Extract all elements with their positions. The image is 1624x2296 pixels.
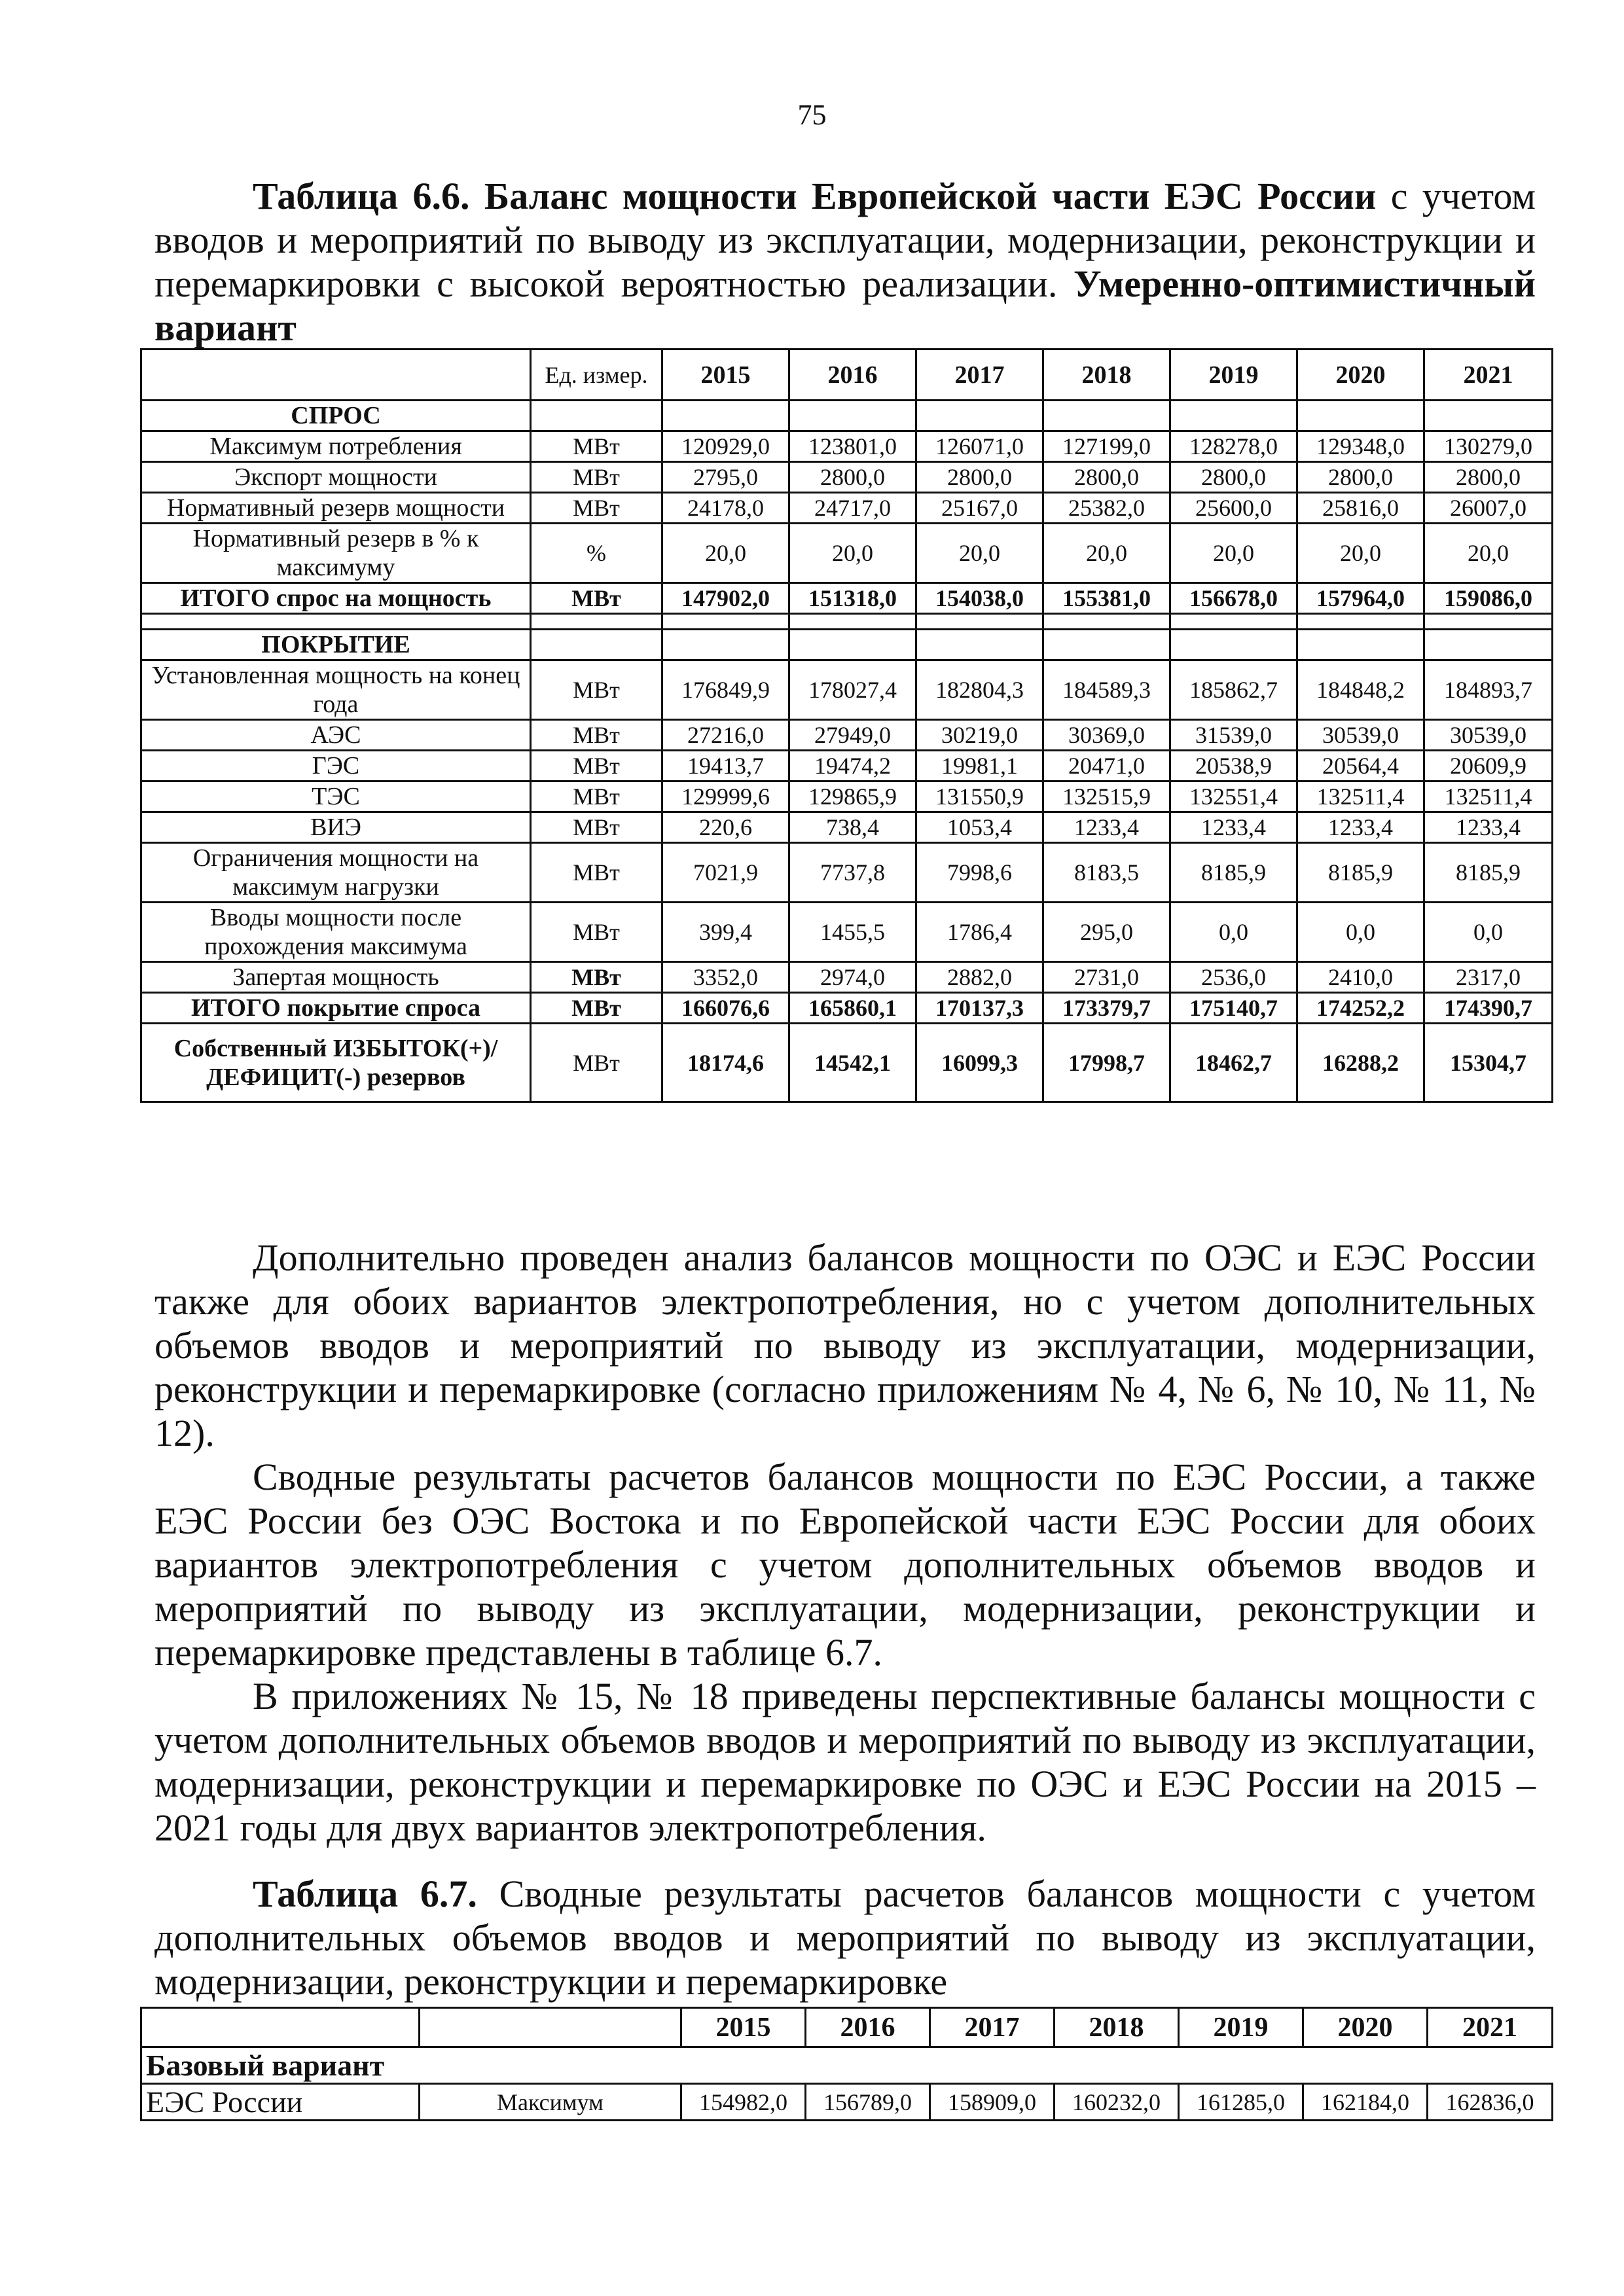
row-label: Вводы мощности после прохождения максимума (141, 903, 531, 962)
unit-cell: МВт (531, 903, 662, 962)
year-header: 2017 (930, 2008, 1055, 2047)
value-cell: 184893,7 (1424, 660, 1553, 720)
value-cell: 127199,0 (1043, 431, 1170, 462)
year-header: 2020 (1303, 2008, 1428, 2047)
row-label: Ограничения мощности на максимум нагрузки (141, 843, 531, 903)
value-cell: 8185,9 (1424, 843, 1553, 903)
table-row (141, 431, 1553, 462)
value-cell: 30219,0 (916, 720, 1043, 751)
value-cell: 166076,6 (662, 993, 789, 1024)
year-header: 2019 (1170, 350, 1297, 401)
value-cell: 160232,0 (1055, 2084, 1179, 2121)
unit-cell: % (531, 524, 662, 583)
value-cell: 30539,0 (1297, 720, 1424, 751)
value-cell: 1455,5 (789, 903, 916, 962)
row-label: АЭС (141, 720, 531, 751)
table-row (141, 962, 1553, 993)
value-cell: 7998,6 (916, 843, 1043, 903)
value-cell: 154982,0 (681, 2084, 806, 2121)
value-cell: 20,0 (1043, 524, 1170, 583)
unit-cell: МВт (531, 462, 662, 493)
value-cell (1297, 614, 1424, 630)
value-cell: 184848,2 (1297, 660, 1424, 720)
year-header: 2020 (1297, 350, 1424, 401)
value-cell (1424, 401, 1553, 431)
section-row (141, 401, 1553, 431)
value-cell: 2731,0 (1043, 962, 1170, 993)
value-cell (662, 630, 789, 660)
value-cell: 25382,0 (1043, 493, 1170, 524)
value-cell: 25167,0 (916, 493, 1043, 524)
value-cell: 19981,1 (916, 751, 1043, 781)
value-cell: 20,0 (1170, 524, 1297, 583)
value-cell: 399,4 (662, 903, 789, 962)
value-cell: 30539,0 (1424, 720, 1553, 751)
table-row (141, 781, 1553, 812)
unit-cell (531, 401, 662, 431)
year-header: 2021 (1424, 350, 1553, 401)
unit-cell (531, 614, 662, 630)
value-cell: 2800,0 (1424, 462, 1553, 493)
row-label: СПРОС (141, 401, 531, 431)
value-cell (662, 401, 789, 431)
year-header: 2015 (681, 2008, 806, 2047)
value-cell: 2800,0 (1043, 462, 1170, 493)
header-cell (141, 350, 531, 401)
value-cell: 123801,0 (789, 431, 916, 462)
table-row (141, 720, 1553, 751)
value-cell: 220,6 (662, 812, 789, 843)
value-cell (1424, 614, 1553, 630)
year-header: 2018 (1055, 2008, 1179, 2047)
value-cell: 295,0 (1043, 903, 1170, 962)
caption-title: Таблица 6.6. Баланс мощности Европейской части ЕЭС России (253, 175, 1377, 217)
paragraph-3: В приложениях № 15, № 18 приведены перспективные балансы мощности с учетом дополнительных объемов вводов и мероприятий по выводу из эксплуатации, модернизации, реконструкции и перемаркировке по ОЭС и ЕЭС России на 2015 – 2021 годы для двух вариантов электропотребления. (154, 1675, 1536, 1849)
value-cell: 129999,6 (662, 781, 789, 812)
table-6-7-caption (154, 1872, 1536, 2003)
value-cell: 0,0 (1170, 903, 1297, 962)
value-cell: 19474,2 (789, 751, 916, 781)
value-cell: 170137,3 (916, 993, 1043, 1024)
value-cell (789, 401, 916, 431)
unit-header: Ед. измер. (531, 350, 662, 401)
value-cell: 129348,0 (1297, 431, 1424, 462)
value-cell: 2800,0 (1170, 462, 1297, 493)
value-cell: 174252,2 (1297, 993, 1424, 1024)
value-cell: 176849,9 (662, 660, 789, 720)
unit-cell: МВт (531, 993, 662, 1024)
value-cell (1297, 401, 1424, 431)
row-label: Запертая мощность (141, 962, 531, 993)
caption-text: Сводные результаты расчетов балансов мощности с учетом дополнительных объемов вводов и мероприятий по выводу из эксплуатации, модернизации, реконструкции и перемаркировке (154, 1873, 1536, 2003)
summary-table (140, 2007, 1553, 2121)
value-cell: 185862,7 (1170, 660, 1297, 720)
table-row (141, 1024, 1553, 1102)
value-cell: 2800,0 (916, 462, 1043, 493)
value-cell: 17998,7 (1043, 1024, 1170, 1102)
row-label: Нормативный резерв в % к максимуму (141, 524, 531, 583)
year-header: 2018 (1043, 350, 1170, 401)
value-cell (916, 401, 1043, 431)
value-cell: 738,4 (789, 812, 916, 843)
value-cell: 1233,4 (1424, 812, 1553, 843)
value-cell: 30369,0 (1043, 720, 1170, 751)
unit-cell (531, 630, 662, 660)
table-row (141, 660, 1553, 720)
value-cell: 161285,0 (1179, 2084, 1303, 2121)
table-row (141, 903, 1553, 962)
row-label: ВИЭ (141, 812, 531, 843)
unit-cell: МВт (531, 720, 662, 751)
value-cell: 25600,0 (1170, 493, 1297, 524)
table-row (141, 751, 1553, 781)
value-cell: 20,0 (789, 524, 916, 583)
unit-cell: МВт (531, 583, 662, 614)
value-cell: 2800,0 (1297, 462, 1424, 493)
row-label: Собственный ИЗБЫТОК(+)/ДЕФИЦИТ(-) резервов (141, 1024, 531, 1102)
row-label: ТЭС (141, 781, 531, 812)
value-cell: 173379,7 (1043, 993, 1170, 1024)
metric-cell: Максимум (420, 2084, 681, 2121)
value-cell: 2795,0 (662, 462, 789, 493)
value-cell: 3352,0 (662, 962, 789, 993)
value-cell: 0,0 (1297, 903, 1424, 962)
value-cell: 1233,4 (1297, 812, 1424, 843)
value-cell: 19413,7 (662, 751, 789, 781)
year-header: 2016 (789, 350, 916, 401)
value-cell (789, 614, 916, 630)
value-cell: 25816,0 (1297, 493, 1424, 524)
table-row (141, 462, 1553, 493)
unit-cell: МВт (531, 1024, 662, 1102)
table-row (141, 524, 1553, 583)
value-cell: 156789,0 (806, 2084, 930, 2121)
value-cell: 126071,0 (916, 431, 1043, 462)
value-cell (1043, 630, 1170, 660)
value-cell: 175140,7 (1170, 993, 1297, 1024)
paragraph-2: Сводные результаты расчетов балансов мощности по ЕЭС России, а также ЕЭС России без ОЭС Востока и по Европейской части ЕЭС России для обоих вариантов электропотребления с учетом дополнительных объемов вводов и мероприятий по выводу из эксплуатации, модернизации, реконструкции и перемаркировке представлены в таблице 6.7. (154, 1456, 1536, 1674)
header-row (141, 350, 1553, 401)
value-cell (662, 614, 789, 630)
unit-cell: МВт (531, 493, 662, 524)
table-row (141, 2084, 1553, 2121)
value-cell: 165860,1 (789, 993, 916, 1024)
table-row (141, 493, 1553, 524)
value-cell: 129865,9 (789, 781, 916, 812)
value-cell: 20471,0 (1043, 751, 1170, 781)
page-number: 75 (797, 99, 827, 131)
row-label: ГЭС (141, 751, 531, 781)
year-header: 2021 (1428, 2008, 1553, 2047)
value-cell: 2974,0 (789, 962, 916, 993)
value-cell: 120929,0 (662, 431, 789, 462)
value-cell: 27949,0 (789, 720, 916, 751)
value-cell: 1233,4 (1170, 812, 1297, 843)
value-cell (1043, 614, 1170, 630)
value-cell: 151318,0 (789, 583, 916, 614)
table-row (141, 993, 1553, 1024)
value-cell: 16288,2 (1297, 1024, 1424, 1102)
value-cell: 162836,0 (1428, 2084, 1553, 2121)
section-row (141, 630, 1553, 660)
value-cell: 131550,9 (916, 781, 1043, 812)
row-label: Экспорт мощности (141, 462, 531, 493)
value-cell: 31539,0 (1170, 720, 1297, 751)
value-cell: 2536,0 (1170, 962, 1297, 993)
unit-cell: МВт (531, 812, 662, 843)
year-header: 2019 (1179, 2008, 1303, 2047)
value-cell (1297, 630, 1424, 660)
value-cell: 2317,0 (1424, 962, 1553, 993)
value-cell (789, 630, 916, 660)
table-row (141, 843, 1553, 903)
value-cell: 16099,3 (916, 1024, 1043, 1102)
unit-cell: МВт (531, 781, 662, 812)
value-cell (916, 630, 1043, 660)
value-cell: 24178,0 (662, 493, 789, 524)
value-cell: 15304,7 (1424, 1024, 1553, 1102)
year-header: 2016 (806, 2008, 930, 2047)
caption-variant: Умеренно-оптимистичный вариант (154, 262, 1536, 349)
section-row (141, 2047, 1553, 2084)
value-cell: 27216,0 (662, 720, 789, 751)
unit-cell: МВт (531, 431, 662, 462)
value-cell: 7021,9 (662, 843, 789, 903)
header-row (141, 2008, 1553, 2047)
unit-cell: МВт (531, 962, 662, 993)
value-cell: 155381,0 (1043, 583, 1170, 614)
row-label (141, 614, 531, 630)
table-row (141, 583, 1553, 614)
value-cell: 156678,0 (1170, 583, 1297, 614)
value-cell: 2882,0 (916, 962, 1043, 993)
power-balance-table (140, 348, 1553, 1103)
value-cell: 20,0 (662, 524, 789, 583)
value-cell: 1786,4 (916, 903, 1043, 962)
value-cell: 0,0 (1424, 903, 1553, 962)
value-cell: 159086,0 (1424, 583, 1553, 614)
value-cell: 20,0 (1424, 524, 1553, 583)
row-label: ПОКРЫТИЕ (141, 630, 531, 660)
value-cell: 18462,7 (1170, 1024, 1297, 1102)
spacer-row (141, 614, 1553, 630)
year-header: 2015 (662, 350, 789, 401)
value-cell (1043, 401, 1170, 431)
header-cell (420, 2008, 681, 2047)
value-cell: 26007,0 (1424, 493, 1553, 524)
table-6-6-caption (154, 174, 1536, 350)
section-label: Базовый вариант (141, 2047, 1553, 2084)
paragraph-1: Дополнительно проведен анализ балансов мощности по ОЭС и ЕЭС России также для обоих вариантов электропотребления, но с учетом дополнительных объемов вводов и мероприятий по выводу из эксплуатации, модернизации, реконструкции и перемаркировке (согласно приложениям № 4, № 6, № 10, № 11, № 12). (154, 1236, 1536, 1454)
value-cell (1424, 630, 1553, 660)
value-cell: 132515,9 (1043, 781, 1170, 812)
value-cell: 20,0 (916, 524, 1043, 583)
value-cell: 8185,9 (1170, 843, 1297, 903)
row-label: Максимум потребления (141, 431, 531, 462)
value-cell: 158909,0 (930, 2084, 1055, 2121)
value-cell: 154038,0 (916, 583, 1043, 614)
caption-title: Таблица 6.7. (253, 1873, 477, 1915)
value-cell: 20,0 (1297, 524, 1424, 583)
value-cell: 2800,0 (789, 462, 916, 493)
value-cell (1170, 614, 1297, 630)
unit-cell: МВт (531, 660, 662, 720)
value-cell: 1053,4 (916, 812, 1043, 843)
header-cell (141, 2008, 420, 2047)
value-cell: 147902,0 (662, 583, 789, 614)
value-cell: 1233,4 (1043, 812, 1170, 843)
value-cell: 18174,6 (662, 1024, 789, 1102)
row-label: Установленная мощность на конец года (141, 660, 531, 720)
value-cell: 182804,3 (916, 660, 1043, 720)
row-label: ИТОГО спрос на мощность (141, 583, 531, 614)
value-cell: 174390,7 (1424, 993, 1553, 1024)
value-cell: 132551,4 (1170, 781, 1297, 812)
value-cell: 162184,0 (1303, 2084, 1428, 2121)
value-cell: 178027,4 (789, 660, 916, 720)
value-cell: 130279,0 (1424, 431, 1553, 462)
value-cell: 132511,4 (1424, 781, 1553, 812)
value-cell (1170, 401, 1297, 431)
value-cell: 128278,0 (1170, 431, 1297, 462)
value-cell: 24717,0 (789, 493, 916, 524)
table-row (141, 812, 1553, 843)
value-cell: 20609,9 (1424, 751, 1553, 781)
value-cell: 132511,4 (1297, 781, 1424, 812)
value-cell: 20564,4 (1297, 751, 1424, 781)
value-cell: 8183,5 (1043, 843, 1170, 903)
year-header: 2017 (916, 350, 1043, 401)
value-cell: 14542,1 (789, 1024, 916, 1102)
value-cell: 157964,0 (1297, 583, 1424, 614)
value-cell: 8185,9 (1297, 843, 1424, 903)
entity-cell: ЕЭС России (141, 2084, 420, 2121)
value-cell: 184589,3 (1043, 660, 1170, 720)
caption-text: с учетом вводов и мероприятий по выводу из эксплуатации, модернизации, реконструкции и перемаркировки с высокой вероятностью реализации. (154, 175, 1536, 305)
value-cell: 2410,0 (1297, 962, 1424, 993)
row-label: ИТОГО покрытие спроса (141, 993, 531, 1024)
value-cell (916, 614, 1043, 630)
value-cell: 20538,9 (1170, 751, 1297, 781)
value-cell (1170, 630, 1297, 660)
unit-cell: МВт (531, 751, 662, 781)
unit-cell: МВт (531, 843, 662, 903)
value-cell: 7737,8 (789, 843, 916, 903)
row-label: Нормативный резерв мощности (141, 493, 531, 524)
